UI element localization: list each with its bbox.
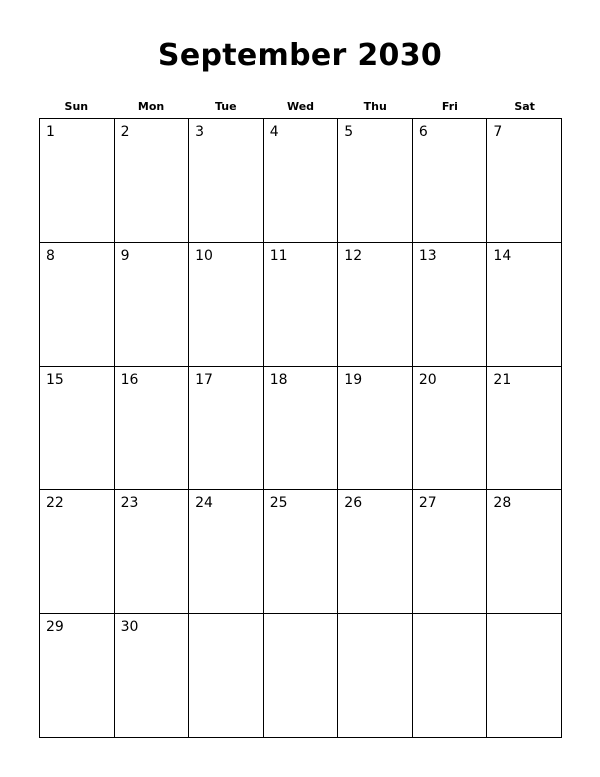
day-number: 12 [344,247,363,264]
day-cell[interactable] [115,243,190,367]
day-cell[interactable] [40,490,115,614]
day-number: 17 [195,371,213,388]
day-number: 25 [269,495,288,512]
day-number: 22 [46,495,64,512]
day-number: 2 [120,124,130,140]
day-number: 4 [269,124,279,140]
day-cell-empty [413,614,488,738]
day-number: 9 [120,247,130,264]
day-number: 1 [46,124,55,140]
day-cell[interactable] [40,367,115,491]
day-number: 24 [195,495,213,512]
day-number: 30 [120,619,139,636]
day-cell-empty [338,614,413,738]
day-number: 20 [418,371,437,388]
weekday-header [39,98,562,116]
day-number: 13 [418,247,437,264]
day-cell[interactable] [338,243,413,367]
day-cell[interactable] [487,490,562,614]
day-number: 16 [120,371,139,388]
day-number: 29 [46,619,64,636]
day-cell[interactable] [264,490,339,614]
day-cell[interactable] [338,490,413,614]
day-number: 3 [195,124,205,140]
weekday-mon: Mon [137,100,165,113]
day-cell[interactable] [115,490,190,614]
page-title: September 2030 [157,38,443,73]
day-cell-empty [264,614,339,738]
weekday-sun: Sun [64,100,89,113]
day-cell[interactable] [115,614,190,738]
day-cell[interactable] [40,243,115,367]
calendar-grid [39,118,562,738]
day-cell[interactable] [487,119,562,243]
weekday-thu: Thu [363,100,387,113]
weekday-fri: Fri [441,100,458,113]
day-number: 19 [344,371,363,388]
day-number: 21 [493,371,512,388]
weekday-wed: Wed [286,100,315,113]
weekday-tue: Tue [214,100,237,113]
day-cell[interactable] [189,490,264,614]
day-cell[interactable] [264,119,339,243]
day-cell[interactable] [40,614,115,738]
day-cell[interactable] [189,243,264,367]
day-cell[interactable] [40,119,115,243]
day-number: 10 [195,247,213,264]
weekday-sat: Sat [514,100,535,113]
day-number: 18 [269,371,288,388]
day-number: 28 [493,495,512,512]
day-cell[interactable] [487,243,562,367]
day-number: 7 [493,124,503,140]
day-cell[interactable] [413,243,488,367]
day-number: 5 [344,124,354,140]
day-cell[interactable] [338,119,413,243]
day-number: 6 [418,124,428,140]
day-cell[interactable] [413,119,488,243]
day-number: 14 [493,247,512,264]
day-cell[interactable] [338,367,413,491]
day-cell-empty [189,614,264,738]
day-cell[interactable] [189,367,264,491]
day-cell[interactable] [413,367,488,491]
day-cell[interactable] [487,367,562,491]
day-number: 15 [46,371,64,388]
day-cell[interactable] [413,490,488,614]
day-cell[interactable] [115,119,190,243]
day-number: 23 [120,495,139,512]
day-cell[interactable] [189,119,264,243]
day-cell[interactable] [115,367,190,491]
day-cell-empty [487,614,562,738]
day-cell[interactable] [264,243,339,367]
day-number: 27 [418,495,437,512]
day-number: 8 [46,247,55,264]
day-number: 26 [344,495,363,512]
day-cell[interactable] [264,367,339,491]
day-number: 11 [269,247,288,264]
